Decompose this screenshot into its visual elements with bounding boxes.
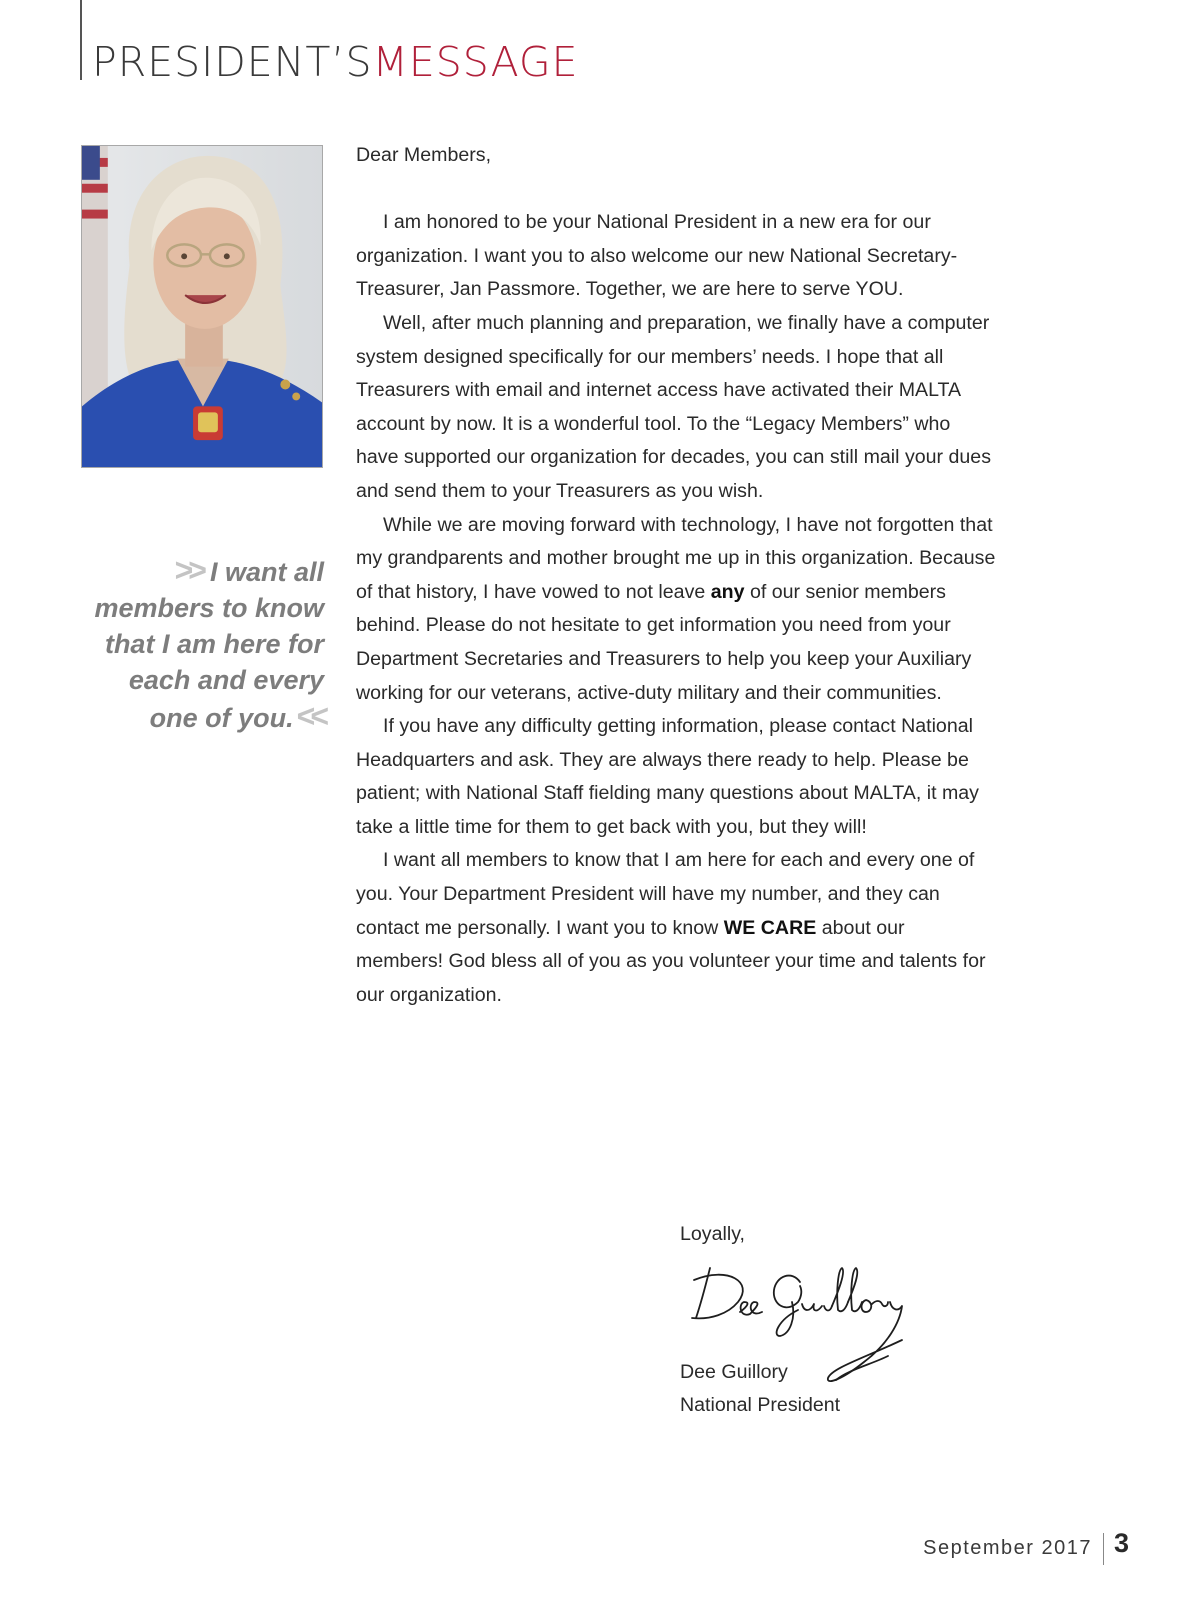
quote-close-mark: << [296,698,324,734]
quote-open-mark: >> [174,552,202,588]
letter-paragraph-2: Well, after much planning and preparation, we finally have a computer system designed specifically for our members’ needs. I hope that all Treasurers with email and internet access have activated their MALTA account by now. It is a wonderful tool. To the “Legacy Members” who have supported our organization for decades, you can still mail your dues and send them to your Treasurers as you wish. [356,311,991,502]
header-rule [80,0,82,80]
signatory-title: National President [680,1394,841,1416]
footer-divider [1103,1533,1104,1565]
letter-paragraph-4: If you have any difficulty getting information, please contact National Headquarters and ask. They are always there ready to help. Please be patient; with National Staff fielding many questions about MALTA, it may take a little time for them to get back with you, but they will! [356,715,979,838]
p3-text-c: of our senior members behind. Please do not hesitate to get information you need from your Department Secretaries and Treasurers to help you keep your Auxiliary working for our veterans, active-duty military and their communities. [356,580,972,704]
p5-text-a: I want all members to know that I am here for each and every one of you. Your Department President will have my number, and they can contact me personally. I want you to know [356,849,975,939]
page-number: 3 [1114,1528,1130,1558]
letter-body [356,139,996,1012]
issue-date: September 2017 [923,1537,1092,1559]
p5-emphasis: WE CARE [723,916,817,939]
letter-paragraph-3 [356,509,996,711]
pull-quote [84,552,324,736]
p3-text-a: While we are moving forward with technology, I have not forgotten that my grandparents and mother brought me up in this organization. Because of that history, I have vowed to not leave [356,513,996,603]
p5-text-c: about our members! God bless all of you as you volunteer your time and talents for our organization. [356,916,986,1006]
page-title [92,38,579,86]
valediction: Loyally, [680,1223,745,1245]
letter-paragraph-1: I am honored to be your National President in a new era for our organization. I want you to also welcome our new National Secretary-Treasurer, Jan Passmore. Together, we are here to serve YOU. [356,211,958,301]
letter-paragraph-5 [356,844,996,1012]
title-part-1: PRESIDENT’S [92,38,373,86]
p3-emphasis: any [710,580,745,603]
pull-quote-text: I want all members to know that I am here for each and every one of you. [94,557,324,733]
president-portrait-photo [81,145,323,468]
title-part-2: MESSAGE [372,38,579,86]
salutation: Dear Members, [356,144,492,166]
signatory-name: Dee Guillory [680,1361,788,1383]
